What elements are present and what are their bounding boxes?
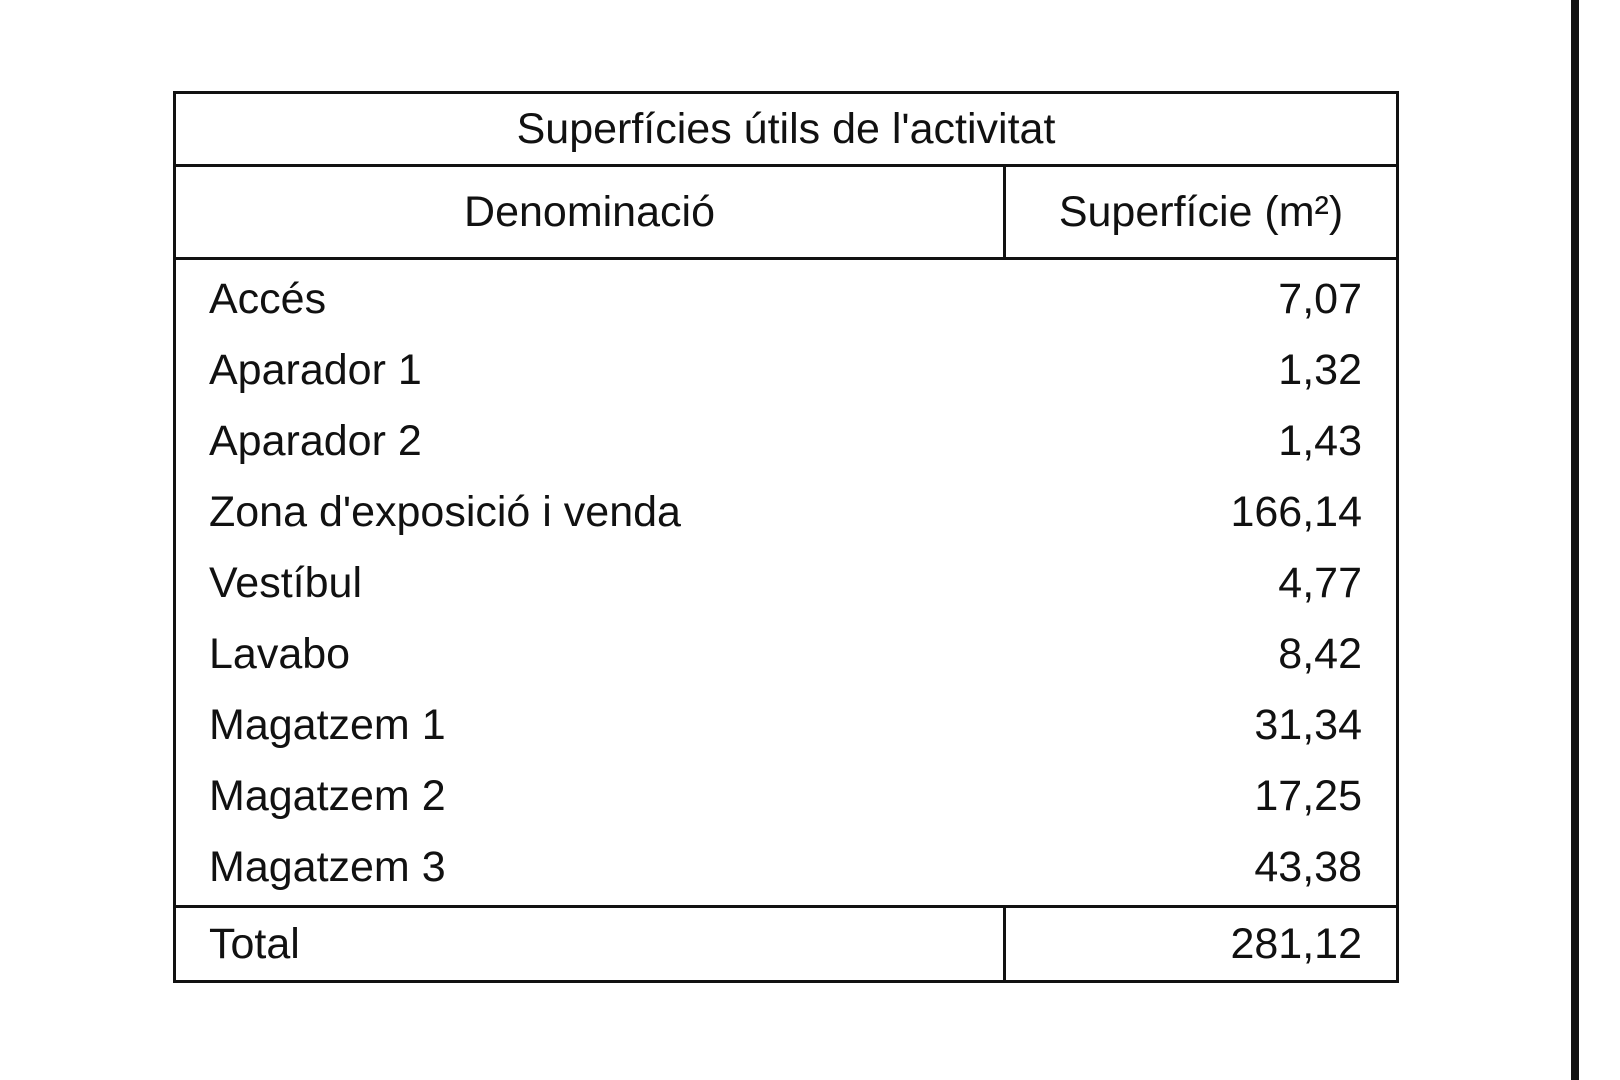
header-denomination: Denominació — [176, 167, 1006, 257]
row-name: Magatzem 3 — [209, 843, 446, 891]
row-name: Vestíbul — [209, 559, 362, 607]
row-area: 43,38 — [1254, 843, 1362, 891]
row-name: Aparador 1 — [209, 346, 422, 394]
page-border-line — [1571, 0, 1579, 1080]
table-row — [176, 690, 1396, 761]
total-label: Total — [176, 908, 1006, 980]
row-name: Aparador 2 — [209, 417, 422, 465]
row-area: 4,77 — [1278, 559, 1362, 607]
table-title: Superfícies útils de l'activitat — [176, 94, 1396, 167]
table-row — [176, 619, 1396, 690]
table-row — [176, 335, 1396, 406]
table-row — [176, 761, 1396, 832]
table-total-row — [176, 908, 1396, 980]
row-name: Magatzem 2 — [209, 772, 446, 820]
row-area: 17,25 — [1254, 772, 1362, 820]
row-area: 166,14 — [1230, 488, 1362, 536]
total-area: 281,12 — [1230, 919, 1362, 968]
table-row — [176, 264, 1396, 335]
row-area: 1,43 — [1278, 417, 1362, 465]
table-body — [176, 260, 1396, 908]
row-name: Zona d'exposició i venda — [209, 488, 681, 536]
surfaces-table — [173, 91, 1399, 983]
row-name: Lavabo — [209, 630, 351, 678]
table-header-row — [176, 167, 1396, 260]
row-area: 1,32 — [1278, 346, 1362, 394]
row-area: 31,34 — [1254, 701, 1362, 749]
row-name: Magatzem 1 — [209, 701, 446, 749]
table-row — [176, 832, 1396, 903]
row-area: 7,07 — [1278, 275, 1362, 323]
row-area: 8,42 — [1278, 630, 1362, 678]
row-name: Accés — [209, 275, 327, 323]
table-row — [176, 406, 1396, 477]
table-row — [176, 477, 1396, 548]
table-row — [176, 548, 1396, 619]
header-surface: Superfície (m²) — [1058, 187, 1344, 236]
